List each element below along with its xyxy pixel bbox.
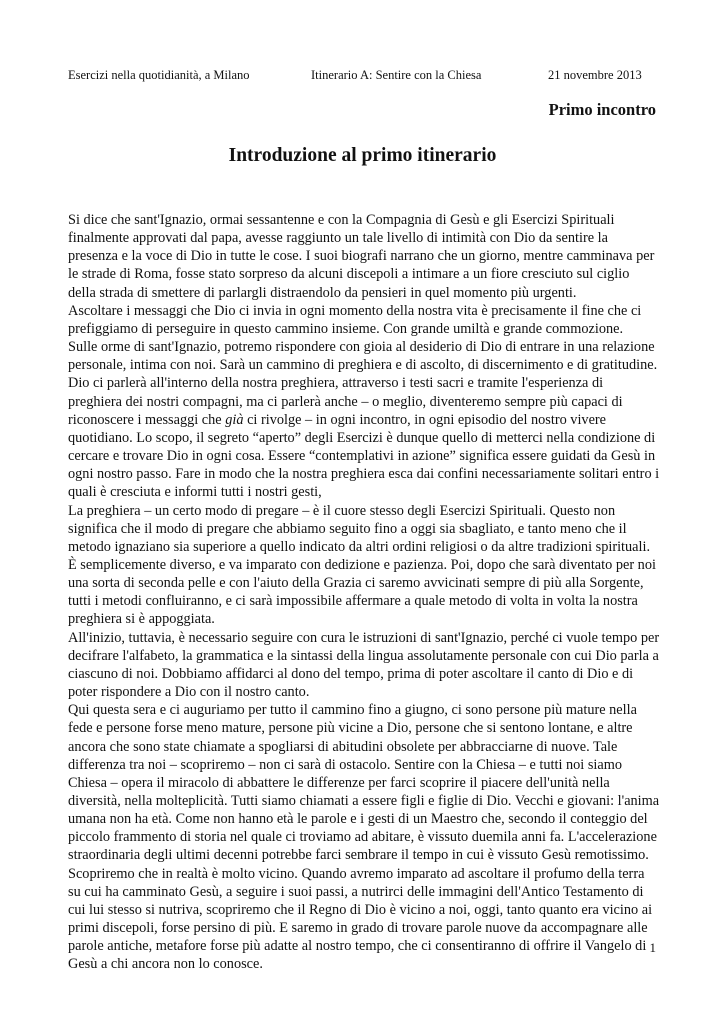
paragraph-part: ci rivolge – in ogni incontro, in ogni episodio del nostro vivere quotidiano. Lo scopo, il segreto “aperto” degli Esercizi è dunque quello di metterci nella condizione di cercare e trovare Dio in ogni cosa. Essere “contemplativi in azione” significa essere guidati da Gesù in ogni nostro passo. Fare in modo che la nostra preghiera esca dai confini necessariamente solitari entro i quali è cresciuta e informi tutti i nostri gesti,: [68, 411, 660, 501]
paragraph: Ascoltare i messaggi che Dio ci invia in ogni momento della nostra vita è precisamente il fine che ci prefiggiamo di perseguire in questo cammino insieme. Con grande umiltà e grande commozione.: [68, 302, 642, 337]
paragraph: All'inizio, tuttavia, è necessario seguire con cura le istruzioni di sant'Ignazio, perché ci vuole tempo per decifrare l'alfabeto, la grammatica e la sintassi della lingua assolutamente personale con cui Dio parla a ciascuno di noi. Dobbiamo affidarci al dono del tempo, prima di poter ascoltare il canto di Dio e di poter rispondere a Dio con il nostro canto.: [68, 629, 660, 701]
header-date: 21 novembre 2013: [548, 68, 642, 82]
paragraph: Qui questa sera e ci auguriamo per tutto il cammino fino a giugno, ci sono persone più mature nella fede e persone forse meno mature, persone più vicine a Dio, persone che si sentono lontane, e altre ancora che sono state chiamate a spogliarsi di abitudini obsolete per abbracciarne di nuove. Tale differenza tra noi – scopriremo – non ci sarà di ostacolo. Sentire con la Chiesa – e tutti noi siamo Chiesa – opera il miracolo di abbattere le differenze per farci scoprire il piacere dell'unità nella diversità, nella molteplicità. Tutti siamo chiamati a essere figli e figlie di Dio. Vecchi e giovani: l'anima umana non ha età. Come non hanno età le parole e i gesti di un Maestro che, secondo il conteggio del piccolo frammento di storia nel quale ci troviamo ad abitare, è vissuto duemila anni fa. L'accelerazione straordinaria degli ultimi decenni potrebbe farci sembrare il tempo in cui è vissuto Gesù remotissimo. Scopriremo che in realtà è molto vicino. Quando avremo imparato ad ascoltare il profumo della terra su cui ha camminato Gesù, a seguire i suoi passi, a nutrirci delle immagini dell'Antico Testamento di cui lui stesso si nutriva, scopriremo che il Regno di Dio è vicino a noi, oggi, tanto quanto era vicino ai primi discepoli, forse persino di più. E saremo in grado di trovare parole nuove da accompagnare alle parole antiche, metafore forse più adatte al nostro tempo, che ci consentiranno di offrire il Vangelo di Gesù a chi ancora non lo conosce.: [68, 702, 660, 973]
paragraph: Si dice che sant'Ignazio, ormai sessantenne e con la Compagnia di Gesù e gli Esercizi Spirituali finalmente approvati dal papa, avesse raggiunto un tale livello di intimità con Dio da sentire la presenza e la voce di Dio in tutte le cose. I suoi biografi narrano che un giorno, mentre camminava per le strade di Roma, fosse stato sorpreso da alcuni discepoli a intimare a un fiore cresciuto sul ciglio della strada di smettere di parlargli distraendolo da pensieri in quel momento più urgenti.: [68, 212, 655, 301]
paragraph-part: Sulle orme di sant'Ignazio, potremo rispondere con gioia al desiderio di Dio di entrare in una relazione personale, intima con noi. Sarà un cammino di preghiera e di ascolto, di discernimento e di gratitudine. Dio ci parlerà all'interno della nostra preghiera, attraverso i testi sacri e tramite l'esperienza di preghiera dei nostri compagni, ma ci parlerà anche – o meglio, diventeremo sempre più capaci di riconoscere i messaggi che: [68, 339, 658, 428]
emphasis-text: già: [225, 411, 244, 428]
paragraph: La preghiera – un certo modo di pregare – è il cuore stesso degli Esercizi Spirituali. Questo non significa che il modo di pregare che abbiamo seguito fino a oggi sia sbagliato, e tanto meno che il metodo ignaziano sia superiore a quello indicato da altri ordini religiosi o da altre tradizioni spirituali. È semplicemente diverso, e va imparato con dedizione e pazienza. Poi, dopo che sarà diventato per noi una sorta di seconda pelle e con l'aiuto della Grazia ci saremo avvicinati sempre di più alla Sorgente, tutti i metodi confluiranno, e ci sarà impossibile affermare a quale metodo di volta in volta la nostra preghiera si è appoggiata.: [68, 502, 656, 628]
header-course: Esercizi nella quotidianità, a Milano: [68, 68, 250, 82]
page-number: 1: [649, 940, 656, 955]
header-itinerary: Itinerario A: Sentire con la Chiesa: [311, 68, 482, 82]
body-text: [68, 211, 660, 974]
meeting-label: Primo incontro: [548, 100, 656, 119]
paragraph: [68, 338, 660, 501]
page-title: Introduzione al primo itinerario: [228, 145, 497, 166]
